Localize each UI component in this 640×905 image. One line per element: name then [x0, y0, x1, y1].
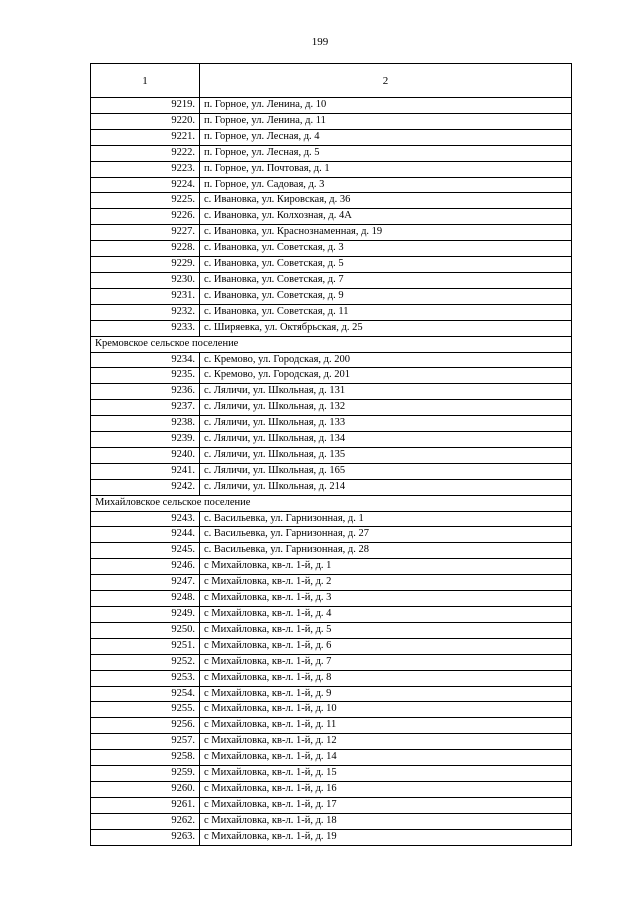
table-row [91, 527, 572, 543]
row-number: 9259. [91, 766, 200, 782]
row-number: 9232. [91, 304, 200, 320]
row-address: п. Горное, ул. Лесная, д. 5 [200, 145, 572, 161]
row-number: 9260. [91, 781, 200, 797]
row-number: 9226. [91, 209, 200, 225]
row-number: 9262. [91, 813, 200, 829]
address-table [90, 63, 572, 846]
table-row [91, 145, 572, 161]
row-address: с Михайловка, кв-л. 1-й, д. 10 [200, 702, 572, 718]
row-address: с. Кремово, ул. Городская, д. 200 [200, 352, 572, 368]
row-number: 9237. [91, 400, 200, 416]
row-number: 9263. [91, 829, 200, 845]
row-address: с. Ивановка, ул. Колхозная, д. 4А [200, 209, 572, 225]
table-row [91, 654, 572, 670]
row-address: с. Ширяевка, ул. Октябрьская, д. 25 [200, 320, 572, 336]
table-row [91, 734, 572, 750]
table-row [91, 400, 572, 416]
row-number: 9242. [91, 479, 200, 495]
row-number: 9229. [91, 257, 200, 273]
row-number: 9254. [91, 686, 200, 702]
row-address: с. Васильевка, ул. Гарнизонная, д. 28 [200, 543, 572, 559]
table-row [91, 288, 572, 304]
row-number: 9241. [91, 463, 200, 479]
table-row [91, 750, 572, 766]
table-row [91, 352, 572, 368]
row-address: с. Ивановка, ул. Советская, д. 11 [200, 304, 572, 320]
row-number: 9233. [91, 320, 200, 336]
table-row [91, 575, 572, 591]
table-row [91, 670, 572, 686]
row-address: с Михайловка, кв-л. 1-й, д. 15 [200, 766, 572, 782]
row-address: с. Ивановка, ул. Советская, д. 3 [200, 241, 572, 257]
row-address: с Михайловка, кв-л. 1-й, д. 3 [200, 591, 572, 607]
row-address: с. Ляличи, ул. Школьная, д. 135 [200, 447, 572, 463]
table-row [91, 543, 572, 559]
row-address: с. Ивановка, ул. Советская, д. 7 [200, 272, 572, 288]
row-number: 9251. [91, 638, 200, 654]
table-row [91, 797, 572, 813]
row-address: с. Ляличи, ул. Школьная, д. 214 [200, 479, 572, 495]
table-row [91, 511, 572, 527]
table-row [91, 98, 572, 114]
section-title: Кремовское сельское поселение [91, 336, 572, 352]
row-address: с. Ивановка, ул. Кировская, д. 36 [200, 193, 572, 209]
row-address: с. Ляличи, ул. Школьная, д. 165 [200, 463, 572, 479]
row-number: 9235. [91, 368, 200, 384]
table-row [91, 607, 572, 623]
row-address: с Михайловка, кв-л. 1-й, д. 18 [200, 813, 572, 829]
table-row [91, 702, 572, 718]
row-number: 9256. [91, 718, 200, 734]
table-row [91, 257, 572, 273]
row-number: 9240. [91, 447, 200, 463]
column-header-address: 2 [200, 64, 572, 98]
row-address: с Михайловка, кв-л. 1-й, д. 1 [200, 559, 572, 575]
table-row [91, 209, 572, 225]
row-address: с. Кремово, ул. Городская, д. 201 [200, 368, 572, 384]
row-number: 9250. [91, 622, 200, 638]
row-address: с. Ляличи, ул. Школьная, д. 132 [200, 400, 572, 416]
row-number: 9225. [91, 193, 200, 209]
row-number: 9238. [91, 416, 200, 432]
table-row [91, 447, 572, 463]
row-number: 9245. [91, 543, 200, 559]
row-address: п. Горное, ул. Ленина, д. 11 [200, 113, 572, 129]
row-address: п. Горное, ул. Ленина, д. 10 [200, 98, 572, 114]
row-address: с Михайловка, кв-л. 1-й, д. 11 [200, 718, 572, 734]
row-number: 9244. [91, 527, 200, 543]
row-number: 9252. [91, 654, 200, 670]
row-number: 9246. [91, 559, 200, 575]
row-address: с Михайловка, кв-л. 1-й, д. 9 [200, 686, 572, 702]
table-row [91, 304, 572, 320]
page-number: 199 [311, 36, 329, 48]
table-row [91, 320, 572, 336]
row-address: с. Ивановка, ул. Советская, д. 5 [200, 257, 572, 273]
row-number: 9223. [91, 161, 200, 177]
row-address: с Михайловка, кв-л. 1-й, д. 17 [200, 797, 572, 813]
row-address: с Михайловка, кв-л. 1-й, д. 16 [200, 781, 572, 797]
table-row [91, 177, 572, 193]
table-row [91, 591, 572, 607]
row-number: 9257. [91, 734, 200, 750]
row-number: 9219. [91, 98, 200, 114]
row-number: 9249. [91, 607, 200, 623]
table-row [91, 225, 572, 241]
table-row [91, 463, 572, 479]
row-address: с Михайловка, кв-л. 1-й, д. 12 [200, 734, 572, 750]
table-row [91, 161, 572, 177]
row-address: п. Горное, ул. Садовая, д. 3 [200, 177, 572, 193]
row-address: с Михайловка, кв-л. 1-й, д. 6 [200, 638, 572, 654]
row-number: 9222. [91, 145, 200, 161]
row-number: 9231. [91, 288, 200, 304]
section-title: Михайловское сельское поселение [91, 495, 572, 511]
table-row [91, 368, 572, 384]
table-row [91, 384, 572, 400]
row-number: 9220. [91, 113, 200, 129]
table-row [91, 416, 572, 432]
row-address: с. Ляличи, ул. Школьная, д. 133 [200, 416, 572, 432]
table-row [91, 241, 572, 257]
table-row [91, 766, 572, 782]
row-address: с. Ляличи, ул. Школьная, д. 131 [200, 384, 572, 400]
column-header-number: 1 [91, 64, 200, 98]
table-row [91, 113, 572, 129]
section-header-row [91, 336, 572, 352]
row-number: 9234. [91, 352, 200, 368]
row-address: п. Горное, ул. Почтовая, д. 1 [200, 161, 572, 177]
table-row [91, 193, 572, 209]
row-address: с Михайловка, кв-л. 1-й, д. 14 [200, 750, 572, 766]
row-address: с Михайловка, кв-л. 1-й, д. 4 [200, 607, 572, 623]
row-number: 9261. [91, 797, 200, 813]
row-address: с. Ляличи, ул. Школьная, д. 134 [200, 432, 572, 448]
row-number: 9236. [91, 384, 200, 400]
section-header-row [91, 495, 572, 511]
table-row [91, 432, 572, 448]
row-number: 9247. [91, 575, 200, 591]
row-address: с. Ивановка, ул. Советская, д. 9 [200, 288, 572, 304]
table-row [91, 686, 572, 702]
row-address: с. Васильевка, ул. Гарнизонная, д. 1 [200, 511, 572, 527]
row-address: с. Ивановка, ул. Краснознаменная, д. 19 [200, 225, 572, 241]
table-row [91, 718, 572, 734]
row-number: 9239. [91, 432, 200, 448]
table-header-row [91, 64, 572, 98]
table-row [91, 829, 572, 845]
table-row [91, 272, 572, 288]
row-address: с Михайловка, кв-л. 1-й, д. 7 [200, 654, 572, 670]
row-address: с Михайловка, кв-л. 1-й, д. 19 [200, 829, 572, 845]
row-number: 9258. [91, 750, 200, 766]
row-number: 9230. [91, 272, 200, 288]
table-row [91, 129, 572, 145]
row-address: с Михайловка, кв-л. 1-й, д. 5 [200, 622, 572, 638]
row-number: 9243. [91, 511, 200, 527]
table-row [91, 479, 572, 495]
row-number: 9228. [91, 241, 200, 257]
row-number: 9221. [91, 129, 200, 145]
row-number: 9248. [91, 591, 200, 607]
row-number: 9253. [91, 670, 200, 686]
table-row [91, 781, 572, 797]
row-number: 9224. [91, 177, 200, 193]
table-row [91, 622, 572, 638]
row-address: с. Васильевка, ул. Гарнизонная, д. 27 [200, 527, 572, 543]
row-address: с Михайловка, кв-л. 1-й, д. 2 [200, 575, 572, 591]
row-address: с Михайловка, кв-л. 1-й, д. 8 [200, 670, 572, 686]
row-address: п. Горное, ул. Лесная, д. 4 [200, 129, 572, 145]
table-row [91, 638, 572, 654]
row-number: 9255. [91, 702, 200, 718]
row-number: 9227. [91, 225, 200, 241]
table-row [91, 813, 572, 829]
table-body [91, 98, 572, 846]
table-row [91, 559, 572, 575]
